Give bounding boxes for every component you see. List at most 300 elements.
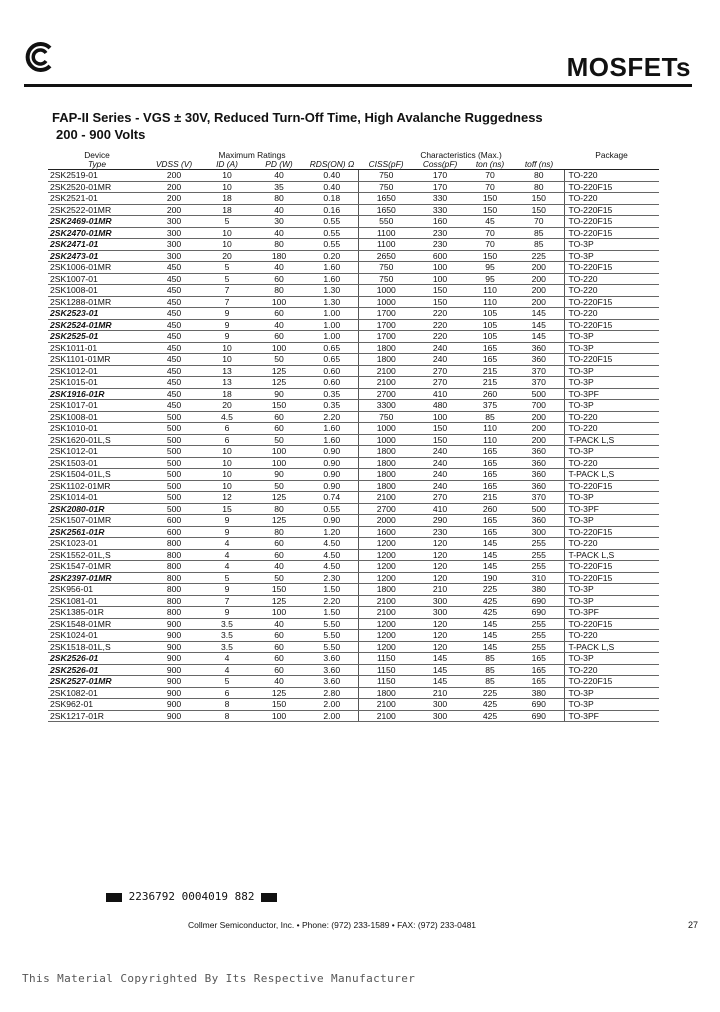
cell-rdson: 4.50 xyxy=(306,538,358,550)
cell-ciss: 2700 xyxy=(358,503,414,515)
cell-id: 4 xyxy=(202,653,252,665)
cell-coss: 270 xyxy=(414,365,466,377)
table-row xyxy=(48,457,659,469)
cell-vdss: 500 xyxy=(146,434,202,446)
cell-package: TO-3P xyxy=(564,687,659,699)
cell-type: 2SK1503-01 xyxy=(48,457,146,469)
cell-type: 2SK2397-01MR xyxy=(48,572,146,584)
cell-ciss: 1800 xyxy=(358,446,414,458)
cell-ciss: 1700 xyxy=(358,331,414,343)
cell-vdss: 500 xyxy=(146,411,202,423)
cell-pd: 100 xyxy=(252,710,306,722)
cell-ciss: 1200 xyxy=(358,641,414,653)
cell-package: TO-3P xyxy=(564,342,659,354)
cell-type: 2SK2473-01 xyxy=(48,250,146,262)
mosfet-table xyxy=(48,151,659,722)
table-row xyxy=(48,434,659,446)
cell-coss: 220 xyxy=(414,319,466,331)
cell-ton: 150 xyxy=(466,204,514,216)
cell-toff: 500 xyxy=(514,503,564,515)
cell-toff: 165 xyxy=(514,676,564,688)
cell-ciss: 1200 xyxy=(358,549,414,561)
cell-toff: 370 xyxy=(514,365,564,377)
cell-id: 10 xyxy=(202,342,252,354)
cell-id: 15 xyxy=(202,503,252,515)
cell-pd: 60 xyxy=(252,538,306,550)
cell-vdss: 450 xyxy=(146,400,202,412)
cell-toff: 200 xyxy=(514,423,564,435)
cell-vdss: 450 xyxy=(146,308,202,320)
max-ratings-group-header: Maximum Ratings xyxy=(218,151,286,160)
cell-rdson: 0.90 xyxy=(306,469,358,481)
cell-pd: 30 xyxy=(252,216,306,228)
cell-coss: 410 xyxy=(414,503,466,515)
table-row xyxy=(48,607,659,619)
table-row xyxy=(48,170,659,182)
cell-id: 12 xyxy=(202,492,252,504)
cell-vdss: 200 xyxy=(146,170,202,182)
cell-coss: 300 xyxy=(414,607,466,619)
cell-ciss: 1200 xyxy=(358,618,414,630)
cell-ciss: 1200 xyxy=(358,572,414,584)
cell-package: TO-220F15 xyxy=(564,181,659,193)
cell-pd: 60 xyxy=(252,411,306,423)
cell-package: TO-220F15 xyxy=(564,216,659,228)
cell-id: 20 xyxy=(202,250,252,262)
cell-coss: 270 xyxy=(414,377,466,389)
series-title: FAP-II Series - VGS ± 30V, Reduced Turn-Off Time, High Avalanche Ruggedness xyxy=(52,110,543,125)
table-row xyxy=(48,411,659,423)
header-rule xyxy=(24,84,692,87)
cell-ciss: 1600 xyxy=(358,526,414,538)
column-header-type: Type xyxy=(48,160,146,170)
cell-pd: 40 xyxy=(252,676,306,688)
cell-id: 7 xyxy=(202,296,252,308)
cell-ton: 215 xyxy=(466,365,514,377)
table-row xyxy=(48,446,659,458)
cell-coss: 100 xyxy=(414,411,466,423)
cell-rdson: 1.60 xyxy=(306,273,358,285)
cell-ton: 145 xyxy=(466,561,514,573)
cell-toff: 360 xyxy=(514,457,564,469)
cell-coss: 120 xyxy=(414,561,466,573)
cell-vdss: 800 xyxy=(146,595,202,607)
cell-ciss: 3300 xyxy=(358,400,414,412)
cell-vdss: 500 xyxy=(146,480,202,492)
cell-coss: 240 xyxy=(414,446,466,458)
cell-id: 3.5 xyxy=(202,618,252,630)
column-header-rdson: RDS(ON) Ω xyxy=(306,160,358,170)
cell-pd: 50 xyxy=(252,480,306,492)
cell-vdss: 300 xyxy=(146,239,202,251)
table-row xyxy=(48,538,659,550)
cell-ciss: 1800 xyxy=(358,354,414,366)
table-row xyxy=(48,561,659,573)
cell-pd: 50 xyxy=(252,572,306,584)
cell-type: 2SK1385-01R xyxy=(48,607,146,619)
cell-type: 2SK2527-01MR xyxy=(48,676,146,688)
cell-package: TO-220F15 xyxy=(564,296,659,308)
cell-coss: 290 xyxy=(414,515,466,527)
cell-type: 2SK2526-01 xyxy=(48,653,146,665)
cell-coss: 100 xyxy=(414,273,466,285)
cell-id: 18 xyxy=(202,193,252,205)
cell-ciss: 1150 xyxy=(358,664,414,676)
package-group-header: Package xyxy=(595,151,628,160)
cell-coss: 330 xyxy=(414,193,466,205)
cell-ton: 105 xyxy=(466,319,514,331)
cell-ciss: 1650 xyxy=(358,193,414,205)
table-row xyxy=(48,699,659,711)
cell-ton: 215 xyxy=(466,492,514,504)
cell-toff: 150 xyxy=(514,193,564,205)
cell-coss: 100 xyxy=(414,262,466,274)
cell-ciss: 1800 xyxy=(358,469,414,481)
cell-ton: 70 xyxy=(466,239,514,251)
cell-id: 8 xyxy=(202,699,252,711)
cell-type: 2SK2469-01MR xyxy=(48,216,146,228)
cell-toff: 145 xyxy=(514,308,564,320)
cell-toff: 380 xyxy=(514,687,564,699)
cell-type: 2SK2523-01 xyxy=(48,308,146,320)
cell-id: 6 xyxy=(202,687,252,699)
cell-ton: 145 xyxy=(466,549,514,561)
table-row xyxy=(48,296,659,308)
company-logo-icon xyxy=(24,40,58,74)
cell-rdson: 1.60 xyxy=(306,423,358,435)
cell-toff: 255 xyxy=(514,641,564,653)
cell-id: 10 xyxy=(202,457,252,469)
table-body xyxy=(48,170,659,722)
cell-pd: 40 xyxy=(252,227,306,239)
cell-vdss: 900 xyxy=(146,699,202,711)
cell-ciss: 1000 xyxy=(358,434,414,446)
copyright-notice: This Material Copyrighted By Its Respective Manufacturer xyxy=(22,972,416,985)
cell-id: 4 xyxy=(202,549,252,561)
cell-vdss: 900 xyxy=(146,630,202,642)
cell-package: TO-220F15 xyxy=(564,319,659,331)
table-row xyxy=(48,687,659,699)
cell-toff: 255 xyxy=(514,630,564,642)
cell-ton: 110 xyxy=(466,296,514,308)
cell-coss: 300 xyxy=(414,699,466,711)
cell-vdss: 200 xyxy=(146,181,202,193)
cell-ton: 425 xyxy=(466,699,514,711)
column-header-ciss: CISS(pF) xyxy=(358,160,414,170)
column-header-pd: PD (W) xyxy=(252,160,306,170)
cell-id: 10 xyxy=(202,227,252,239)
column-header-coss: Coss(pF) xyxy=(414,160,466,170)
cell-ton: 260 xyxy=(466,388,514,400)
cell-ciss: 2100 xyxy=(358,595,414,607)
cell-id: 13 xyxy=(202,365,252,377)
cell-toff: 150 xyxy=(514,204,564,216)
cell-rdson: 1.30 xyxy=(306,285,358,297)
cell-toff: 255 xyxy=(514,618,564,630)
table-row xyxy=(48,308,659,320)
cell-id: 9 xyxy=(202,331,252,343)
cell-id: 3.5 xyxy=(202,630,252,642)
cell-rdson: 0.74 xyxy=(306,492,358,504)
cell-rdson: 2.00 xyxy=(306,699,358,711)
cell-ton: 110 xyxy=(466,285,514,297)
cell-id: 5 xyxy=(202,273,252,285)
table-row xyxy=(48,584,659,596)
cell-vdss: 800 xyxy=(146,607,202,619)
cell-vdss: 450 xyxy=(146,342,202,354)
cell-ciss: 1100 xyxy=(358,239,414,251)
cell-vdss: 900 xyxy=(146,618,202,630)
cell-type: 2SK1217-01R xyxy=(48,710,146,722)
cell-coss: 150 xyxy=(414,434,466,446)
cell-rdson: 0.16 xyxy=(306,204,358,216)
cell-type: 2SK1101-01MR xyxy=(48,354,146,366)
cell-package: TO-3P xyxy=(564,365,659,377)
cell-package: TO-3P xyxy=(564,377,659,389)
cell-type: 2SK1081-01 xyxy=(48,595,146,607)
cell-ciss: 1100 xyxy=(358,227,414,239)
cell-package: T-PACK L,S xyxy=(564,549,659,561)
cell-package: T-PACK L,S xyxy=(564,434,659,446)
cell-rdson: 3.60 xyxy=(306,653,358,665)
cell-coss: 230 xyxy=(414,239,466,251)
cell-id: 9 xyxy=(202,319,252,331)
cell-vdss: 450 xyxy=(146,377,202,389)
cell-coss: 120 xyxy=(414,572,466,584)
cell-toff: 370 xyxy=(514,377,564,389)
cell-rdson: 0.55 xyxy=(306,239,358,251)
cell-toff: 80 xyxy=(514,170,564,182)
cell-package: TO-220F15 xyxy=(564,526,659,538)
cell-rdson: 0.40 xyxy=(306,181,358,193)
cell-id: 7 xyxy=(202,285,252,297)
cell-type: 2SK2522-01MR xyxy=(48,204,146,216)
cell-rdson: 4.50 xyxy=(306,561,358,573)
cell-rdson: 0.65 xyxy=(306,354,358,366)
cell-pd: 40 xyxy=(252,170,306,182)
cell-id: 6 xyxy=(202,434,252,446)
cell-rdson: 2.80 xyxy=(306,687,358,699)
cell-rdson: 0.35 xyxy=(306,400,358,412)
group-header-row xyxy=(48,151,659,160)
cell-ciss: 2100 xyxy=(358,607,414,619)
cell-vdss: 800 xyxy=(146,538,202,550)
cell-type: 2SK962-01 xyxy=(48,699,146,711)
cell-package: TO-220F15 xyxy=(564,676,659,688)
cell-package: TO-3PF xyxy=(564,503,659,515)
cell-pd: 125 xyxy=(252,515,306,527)
cell-package: TO-220 xyxy=(564,664,659,676)
cell-vdss: 450 xyxy=(146,365,202,377)
cell-package: TO-3P xyxy=(564,250,659,262)
cell-ton: 425 xyxy=(466,607,514,619)
cell-toff: 360 xyxy=(514,446,564,458)
cell-type: 2SK1008-01 xyxy=(48,411,146,423)
cell-ciss: 1800 xyxy=(358,457,414,469)
cell-type: 2SK1017-01 xyxy=(48,400,146,412)
cell-type: 2SK2526-01 xyxy=(48,664,146,676)
cell-toff: 300 xyxy=(514,526,564,538)
table-row xyxy=(48,354,659,366)
cell-package: TO-220F15 xyxy=(564,572,659,584)
cell-ton: 145 xyxy=(466,618,514,630)
cell-type: 2SK1012-01 xyxy=(48,446,146,458)
cell-ciss: 1200 xyxy=(358,630,414,642)
cell-id: 10 xyxy=(202,469,252,481)
table-row xyxy=(48,319,659,331)
cell-rdson: 0.20 xyxy=(306,250,358,262)
cell-toff: 80 xyxy=(514,181,564,193)
table-row xyxy=(48,216,659,228)
table-row xyxy=(48,480,659,492)
table-row xyxy=(48,262,659,274)
cell-ton: 110 xyxy=(466,423,514,435)
table-row xyxy=(48,342,659,354)
cell-toff: 310 xyxy=(514,572,564,584)
cell-package: T-PACK L,S xyxy=(564,469,659,481)
table-row xyxy=(48,526,659,538)
page-number: 27 xyxy=(688,920,699,930)
cell-package: TO-220 xyxy=(564,308,659,320)
cell-type: 2SK2525-01 xyxy=(48,331,146,343)
table-row xyxy=(48,549,659,561)
table-row xyxy=(48,250,659,262)
cell-vdss: 600 xyxy=(146,526,202,538)
cell-ciss: 750 xyxy=(358,170,414,182)
cell-ton: 145 xyxy=(466,538,514,550)
cell-rdson: 5.50 xyxy=(306,630,358,642)
barcode-block-left xyxy=(106,893,122,902)
cell-type: 2SK1023-01 xyxy=(48,538,146,550)
table-row xyxy=(48,572,659,584)
cell-pd: 90 xyxy=(252,469,306,481)
cell-type: 2SK2561-01R xyxy=(48,526,146,538)
table-row xyxy=(48,227,659,239)
cell-ton: 85 xyxy=(466,411,514,423)
cell-toff: 200 xyxy=(514,285,564,297)
table-row xyxy=(48,285,659,297)
cell-type: 2SK1006-01MR xyxy=(48,262,146,274)
cell-ton: 165 xyxy=(466,354,514,366)
cell-coss: 145 xyxy=(414,676,466,688)
cell-rdson: 2.20 xyxy=(306,595,358,607)
cell-coss: 160 xyxy=(414,216,466,228)
cell-package: TO-220F15 xyxy=(564,354,659,366)
cell-id: 5 xyxy=(202,216,252,228)
cell-coss: 220 xyxy=(414,331,466,343)
cell-rdson: 4.50 xyxy=(306,549,358,561)
table-row xyxy=(48,710,659,722)
cell-vdss: 200 xyxy=(146,204,202,216)
cell-type: 2SK1082-01 xyxy=(48,687,146,699)
cell-vdss: 900 xyxy=(146,641,202,653)
cell-coss: 600 xyxy=(414,250,466,262)
cell-package: TO-3P xyxy=(564,331,659,343)
table-row xyxy=(48,377,659,389)
cell-package: TO-220 xyxy=(564,630,659,642)
cell-type: 2SK2471-01 xyxy=(48,239,146,251)
cell-pd: 40 xyxy=(252,204,306,216)
cell-rdson: 0.90 xyxy=(306,480,358,492)
cell-coss: 120 xyxy=(414,549,466,561)
cell-package: TO-3P xyxy=(564,446,659,458)
column-header-package xyxy=(564,160,659,170)
cell-toff: 200 xyxy=(514,434,564,446)
cell-id: 5 xyxy=(202,262,252,274)
cell-pd: 60 xyxy=(252,630,306,642)
cell-type: 2SK1011-01 xyxy=(48,342,146,354)
cell-ton: 45 xyxy=(466,216,514,228)
cell-vdss: 450 xyxy=(146,262,202,274)
cell-id: 20 xyxy=(202,400,252,412)
cell-rdson: 0.55 xyxy=(306,227,358,239)
cell-pd: 125 xyxy=(252,377,306,389)
cell-ciss: 750 xyxy=(358,273,414,285)
cell-ton: 105 xyxy=(466,331,514,343)
cell-type: 2SK2519-01 xyxy=(48,170,146,182)
cell-rdson: 2.20 xyxy=(306,411,358,423)
cell-pd: 125 xyxy=(252,595,306,607)
cell-id: 8 xyxy=(202,710,252,722)
cell-coss: 270 xyxy=(414,492,466,504)
cell-coss: 145 xyxy=(414,664,466,676)
cell-ton: 425 xyxy=(466,595,514,607)
cell-coss: 120 xyxy=(414,630,466,642)
cell-pd: 80 xyxy=(252,193,306,205)
cell-toff: 200 xyxy=(514,273,564,285)
cell-vdss: 450 xyxy=(146,296,202,308)
cell-type: 2SK1547-01MR xyxy=(48,561,146,573)
cell-coss: 170 xyxy=(414,170,466,182)
cell-vdss: 500 xyxy=(146,492,202,504)
cell-vdss: 900 xyxy=(146,664,202,676)
cell-type: 2SK1620-01L,S xyxy=(48,434,146,446)
cell-package: TO-3P xyxy=(564,492,659,504)
cell-package: T-PACK L,S xyxy=(564,641,659,653)
cell-ton: 85 xyxy=(466,653,514,665)
column-header-id: ID (A) xyxy=(202,160,252,170)
column-header-vdss: VDSS (V) xyxy=(146,160,202,170)
table-row xyxy=(48,331,659,343)
cell-pd: 150 xyxy=(252,400,306,412)
cell-id: 5 xyxy=(202,676,252,688)
cell-ton: 85 xyxy=(466,676,514,688)
cell-coss: 240 xyxy=(414,469,466,481)
cell-package: TO-3P xyxy=(564,515,659,527)
cell-ton: 95 xyxy=(466,262,514,274)
characteristics-group-header: Characteristics (Max.) xyxy=(420,151,502,160)
cell-ton: 375 xyxy=(466,400,514,412)
cell-vdss: 900 xyxy=(146,676,202,688)
cell-ciss: 1200 xyxy=(358,538,414,550)
cell-ciss: 1800 xyxy=(358,480,414,492)
cell-toff: 360 xyxy=(514,515,564,527)
cell-pd: 60 xyxy=(252,331,306,343)
cell-toff: 690 xyxy=(514,699,564,711)
cell-ton: 225 xyxy=(466,584,514,596)
cell-coss: 145 xyxy=(414,653,466,665)
cell-type: 2SK1024-01 xyxy=(48,630,146,642)
cell-coss: 150 xyxy=(414,296,466,308)
cell-package: TO-3PF xyxy=(564,388,659,400)
cell-id: 4 xyxy=(202,561,252,573)
cell-rdson: 0.55 xyxy=(306,503,358,515)
cell-coss: 240 xyxy=(414,342,466,354)
cell-ciss: 2650 xyxy=(358,250,414,262)
cell-id: 10 xyxy=(202,239,252,251)
cell-type: 2SK2470-01MR xyxy=(48,227,146,239)
cell-pd: 40 xyxy=(252,561,306,573)
